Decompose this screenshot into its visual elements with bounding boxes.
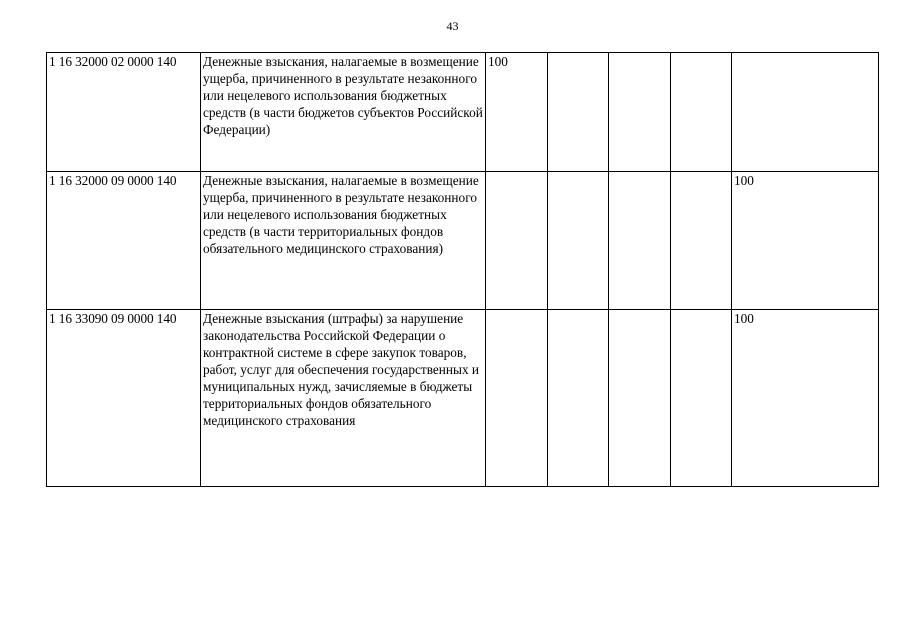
page-number: 43	[446, 19, 459, 33]
value-cell: 100	[732, 172, 879, 310]
value-cell	[548, 53, 609, 172]
budget-code-cell: 1 16 32000 02 0000 140	[47, 53, 201, 172]
description-cell: Денежные взыскания (штрафы) за нарушение законодательства Российской Федерации о контрактной системе в сфере закупок товаров, работ, услуг для обеспечения государственных и муниципальных нужд, зачисляемые в бюджеты территориальных фондов обязательного медицинского страхования	[201, 310, 486, 487]
value-cell	[671, 172, 732, 310]
value-cell	[671, 53, 732, 172]
value-cell	[732, 53, 879, 172]
value-cell	[671, 310, 732, 487]
value-cell	[486, 172, 548, 310]
value-cell	[609, 310, 671, 487]
value-cell: 100	[486, 53, 548, 172]
table-row	[47, 310, 879, 487]
budget-code-cell: 1 16 33090 09 0000 140	[47, 310, 201, 487]
table-row	[47, 53, 879, 172]
description-cell: Денежные взыскания, налагаемые в возмещение ущерба, причиненного в результате незаконного или нецелевого использования бюджетных средств (в части территориальных фондов обязательного медицинского страхования)	[201, 172, 486, 310]
value-cell: 100	[732, 310, 879, 487]
budget-code-cell: 1 16 32000 09 0000 140	[47, 172, 201, 310]
value-cell	[548, 172, 609, 310]
description-cell: Денежные взыскания, налагаемые в возмещение ущерба, причиненного в результате незаконного или нецелевого использования бюджетных средств (в части бюджетов субъектов Российской Федерации)	[201, 53, 486, 172]
value-cell	[609, 172, 671, 310]
value-cell	[548, 310, 609, 487]
table-row	[47, 172, 879, 310]
value-cell	[609, 53, 671, 172]
value-cell	[486, 310, 548, 487]
budget-classification-table	[46, 52, 879, 487]
